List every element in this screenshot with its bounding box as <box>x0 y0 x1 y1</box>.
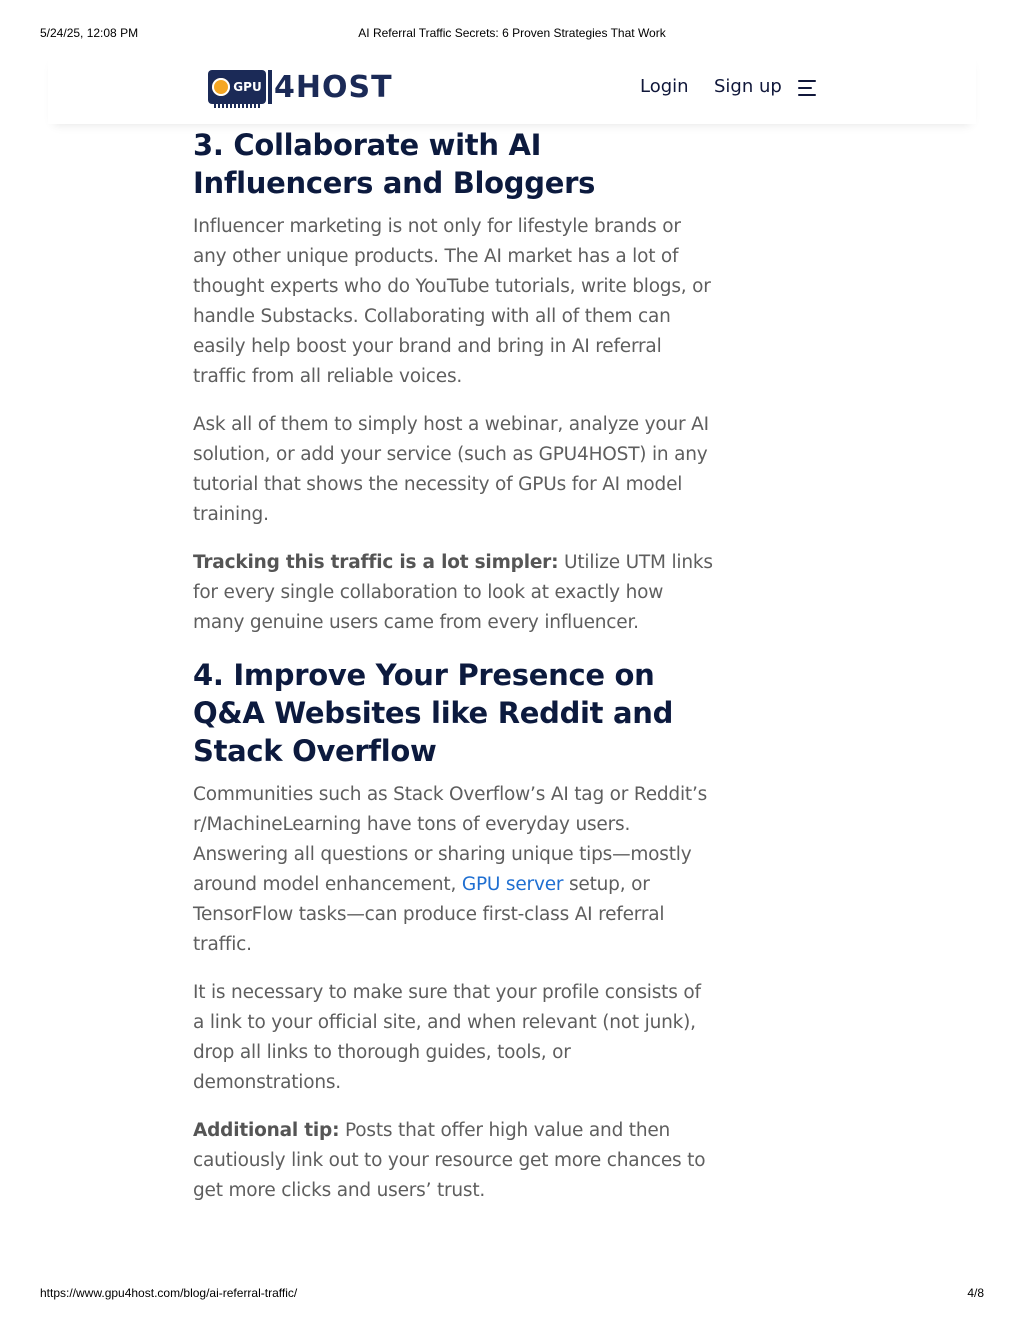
section-3-paragraph-3 <box>193 548 713 638</box>
tracking-tip-label: Tracking this traffic is a lot simpler: <box>193 552 559 573</box>
section-4-p1-text-a: Communities such as Stack Overflow’s AI tag or Reddit’s r/MachineLearning have tons of everyday users. Answering all questions or sharing unique tips—mostly around model enhancement, <box>193 784 708 895</box>
section-4-paragraph-2: It is necessary to make sure that your profile consists of a link to your official site, and when relevant (not junk), drop all links to thorough guides, tools, or demonstrations. <box>193 982 701 1093</box>
section-4-paragraph-1 <box>193 780 713 960</box>
section-3-paragraph-1: Influencer marketing is not only for lifestyle brands or any other unique products. The AI market has a lot of thought experts who do YouTube tutorials, write blogs, or handle Substacks. Collaborating with all of them can easily help boost your brand and bring in AI referral traffic from all reliable voices. <box>193 216 711 387</box>
signup-link[interactable]: Sign up <box>714 76 782 97</box>
site-logo[interactable] <box>208 68 393 106</box>
print-url: https://www.gpu4host.com/blog/ai-referral-traffic/ <box>40 1286 298 1300</box>
print-datetime: 5/24/25, 12:08 PM <box>40 26 139 40</box>
hamburger-menu-icon[interactable] <box>798 80 818 96</box>
additional-tip-text: Posts that offer high value and then cautiously link out to your resource get more chances to get more clicks and users’ trust. <box>193 1120 706 1201</box>
section-3-paragraph-2: Ask all of them to simply host a webinar, analyze your AI solution, or add your service (such as GPU4HOST) in any tutorial that shows the necessity of GPUs for AI model training. <box>193 414 709 525</box>
section-3-heading: 3. Collaborate with AI Influencers and Bloggers <box>193 128 596 200</box>
print-page-number: 4/8 <box>967 1286 984 1300</box>
section-4-paragraph-3 <box>193 1116 713 1206</box>
logo-badge-text: GPU <box>233 80 262 94</box>
print-doc-title: AI Referral Traffic Secrets: 6 Proven Strategies That Work <box>358 26 666 40</box>
login-link[interactable]: Login <box>640 76 689 97</box>
gpu-server-link[interactable]: GPU server <box>461 874 564 895</box>
site-header <box>48 52 976 124</box>
section-4-heading: 4. Improve Your Presence on Q&A Websites like Reddit and Stack Overflow <box>193 658 674 768</box>
logo-wordmark: 4HOST <box>274 69 393 105</box>
gpu-logo-icon <box>208 70 266 104</box>
additional-tip-label: Additional tip: <box>193 1120 340 1141</box>
article-body <box>193 126 713 1224</box>
tracking-tip-text: Utilize UTM links for every single collaboration to look at exactly how many genuine users came from every influencer. <box>193 552 713 633</box>
section-4-p1-text-b: setup, or TensorFlow tasks—can produce first-class AI referral traffic. <box>193 874 665 955</box>
